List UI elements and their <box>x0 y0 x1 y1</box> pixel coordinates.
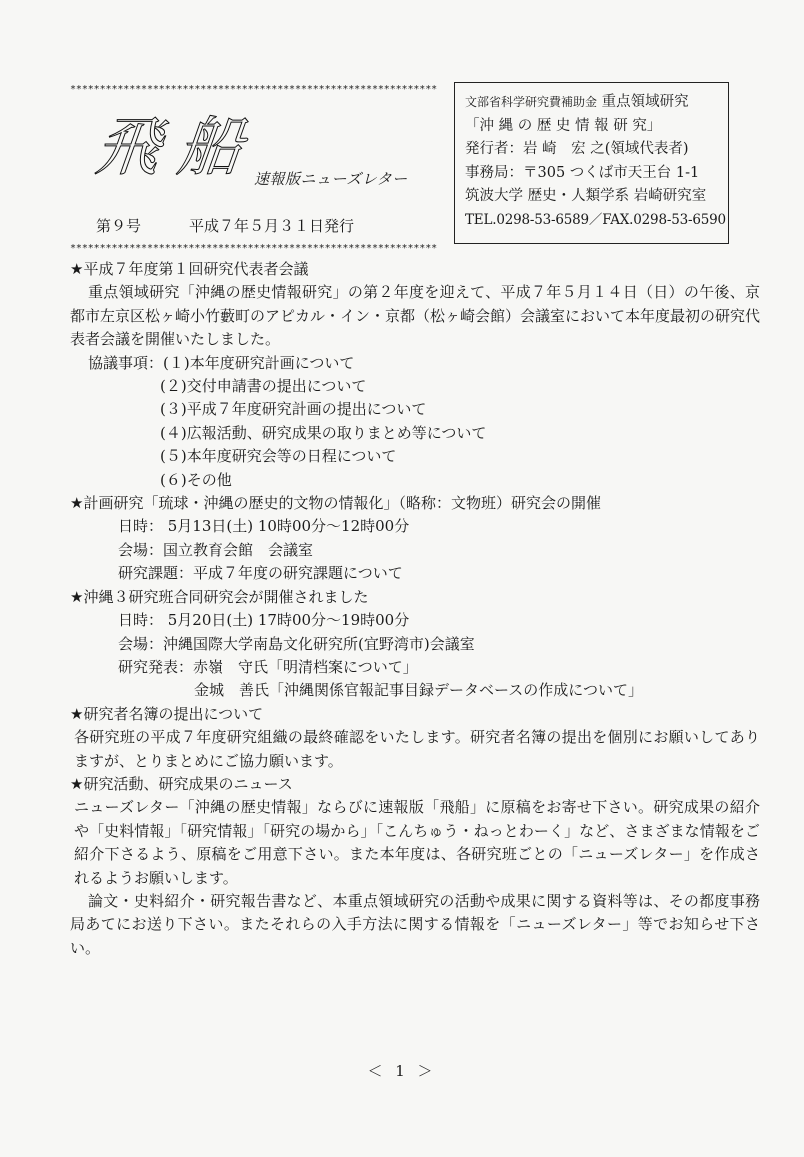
section-heading: ★沖縄３研究班合同研究会が開催されました <box>70 587 369 606</box>
masthead-title: 飛船 <box>92 111 264 185</box>
section-paragraph: 論文・史料紹介・研究報告書など、本重点領域研究の活動や成果に関する資料等は、その都度事務局あてにお送り下さい。またそれらの入手方法に関する情報を「ニューズレター」等でお知らせ下さい。 <box>70 891 760 957</box>
project-name: 「沖 縄 の 歴 史 情 報 研 究」 <box>465 117 662 134</box>
grant-line <box>465 91 718 115</box>
issue-line <box>96 215 354 236</box>
agenda-row <box>70 352 760 375</box>
article-body <box>70 258 760 960</box>
meeting-date: 日時： 5月13日(土) 10時00分～12時00分 <box>118 517 410 536</box>
presentation: 金城 善氏「沖縄関係官報記事目録データベースの作成について」 <box>194 681 643 700</box>
meeting-venue: 会場：沖縄国際大学南島文化研究所(宜野湾市)会議室 <box>118 634 475 653</box>
section-heading: ★研究活動、研究成果のニュース <box>70 774 293 793</box>
meeting-date: 日時： 5月20日(土) 17時00分～19時00分 <box>118 611 410 630</box>
page-number: ＜ 1 ＞ <box>367 1062 437 1080</box>
agenda-item: (１)本年度研究計画について <box>163 353 355 372</box>
presentation: 研究発表：赤嶺 守氏「明清档案について」 <box>118 657 418 676</box>
office-lab: 筑波大学 歴史・人類学系 岩崎研究室 <box>465 188 707 204</box>
section-paragraph: ニューズレター「沖縄の歴史情報」ならびに速報版「飛船」に原稿をお寄せ下さい。研究成果の紹介や「史料情報」「研究情報」「研究の場から」「こんちゅう・ねっとわーく」など、さまざまな情報をご紹介下さるよう、原稿をご用意下さい。また本年度は、各研究班ごとの「ニューズレター」を作成されるようお願いします。 <box>74 798 760 887</box>
section-heading: ★研究者名簿の提出について <box>70 704 264 723</box>
project-type: 重点領域研究 <box>601 94 689 110</box>
masthead-subtitle: 速報版ニューズレター <box>254 170 408 188</box>
section-paragraph: 重点領域研究「沖縄の歴史情報研究」の第２年度を迎えて、平成７年５月１４日（日）の午後、京都市左京区松ヶ崎小竹藪町のアピカル・イン・京都（松ヶ崎会館）会議室において本年度最初の研究代表者会議を開催いたしました。 <box>70 283 761 349</box>
meeting-topic: 研究課題：平成７年度の研究課題について <box>118 564 403 583</box>
agenda-item: (５)本年度研究会等の日程について <box>160 447 397 466</box>
section-paragraph: 各研究班の平成７年度研究組織の最終確認をいたします。研究者名簿の提出を個別にお願いしてありますが、とりまとめにご協力願います。 <box>74 728 760 770</box>
meeting-venue: 会場：国立教育会館 会議室 <box>118 540 314 559</box>
publisher: 発行者：岩 崎 宏 之(領域代表者) <box>465 141 689 157</box>
agenda-item: (２)交付申請書の提出について <box>160 377 367 396</box>
issue-date: 平成７年５月３１日発行 <box>189 217 355 235</box>
section-heading: ★平成７年度第１回研究代表者会議 <box>70 260 309 278</box>
publisher-info-box <box>454 82 729 244</box>
agenda-item: (６)その他 <box>160 470 232 489</box>
star-rule-top: ************************************************************** <box>70 84 438 95</box>
agenda-item: (３)平成７年度研究計画の提出について <box>160 400 427 419</box>
agenda-item: (４)広報活動、研究成果の取りまとめ等について <box>160 423 487 442</box>
star-rule-bottom: ************************************************************** <box>70 243 438 254</box>
grant-label: 文部省科学研究費補助金 <box>465 95 598 109</box>
office-address: 事務局：〒305 つくば市天王台 1-1 <box>465 164 700 181</box>
section-heading: ★計画研究「琉球・沖縄の歴史的文物の情報化」（略称：文物班）研究会の開催 <box>70 494 601 513</box>
contact-numbers: TEL.0298-53-6589／FAX.0298-53-6590 <box>465 211 726 228</box>
issue-number: 第９号 <box>96 217 142 235</box>
agenda-label: 協議事項： <box>88 353 164 372</box>
